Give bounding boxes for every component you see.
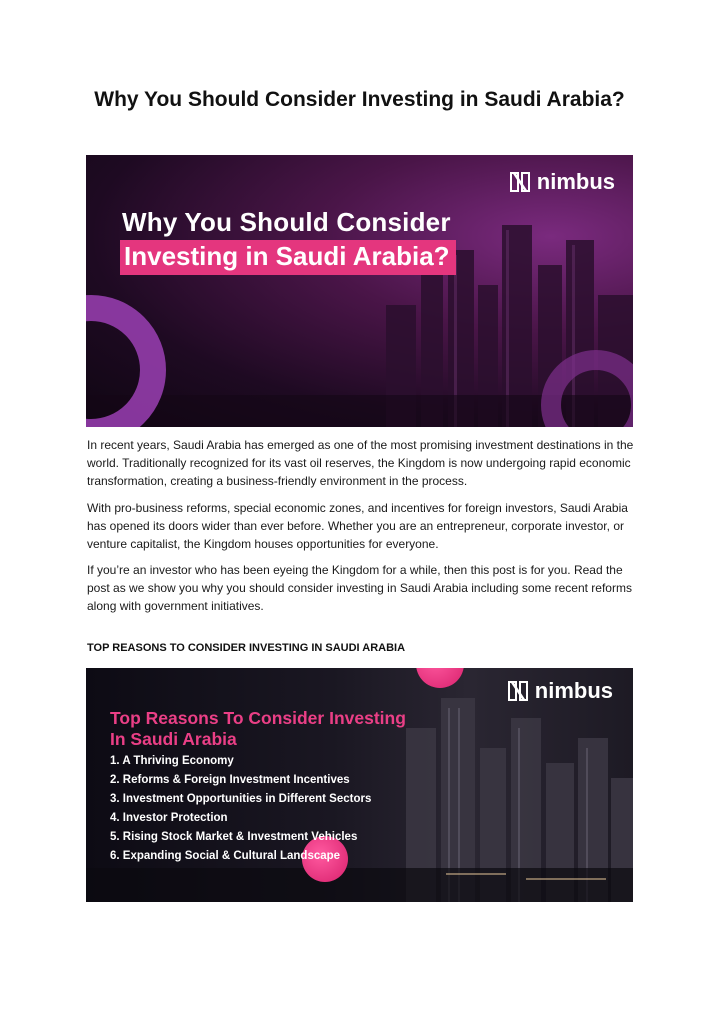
nimbus-logo-text: nimbus [534,678,613,703]
nimbus-logo-icon [508,170,532,194]
top-reasons-title [110,708,406,750]
intro-paragraph-2: With pro-business reforms, special economic zones, and incentives for foreign investors, Saudi Arabia has opened its doors wider than ever before. Whether you are an entrepreneur, corporate investor, or venture capitalist, the Kingdom houses opportunities for everyone. [87,501,628,551]
nimbus-logo-icon [506,679,530,703]
nimbus-logo-text: nimbus [536,169,615,194]
intro-paragraph-1: In recent years, Saudi Arabia has emerged as one of the most promising investment destinations in the world. Traditionally recognized for its vast oil reserves, the Kingdom is now undergoing rapid economic transformation, creating a business-friendly environment in the process. [87,438,634,488]
reason-item: 4. Investor Protection [110,812,228,824]
hero-banner-image [86,155,633,427]
hero-headline-line1: Why You Should Consider [122,207,451,237]
nimbus-logo [506,678,613,704]
reason-item: 1. A Thriving Economy [110,755,234,767]
reason-item: 6. Expanding Social & Cultural Landscape [110,850,341,862]
reasons-list [110,752,371,866]
reason-item: 3. Investment Opportunities in Different Sectors [110,793,372,805]
page-title: Why You Should Consider Investing in Saudi Arabia? [94,88,625,111]
reason-item: 2. Reforms & Foreign Investment Incentives [110,774,350,786]
reason-item: 5. Rising Stock Market & Investment Vehicles [110,831,358,843]
top-reasons-title-line2: In Saudi Arabia [110,729,237,749]
top-reasons-title-line1: Top Reasons To Consider Investing [110,708,406,728]
hero-headline-line2: Investing in Saudi Arabia? [120,240,456,275]
nimbus-logo [508,169,615,195]
section-heading: TOP REASONS TO CONSIDER INVESTING IN SAUDI ARABIA [87,642,406,654]
top-reasons-banner-image [86,668,633,902]
intro-paragraph-3: If you’re an investor who has been eyeing the Kingdom for a while, then this post is for you. Read the post as we show you why you should consider investing in Saudi Arabia including some recent reforms along with government initiatives. [87,563,632,613]
